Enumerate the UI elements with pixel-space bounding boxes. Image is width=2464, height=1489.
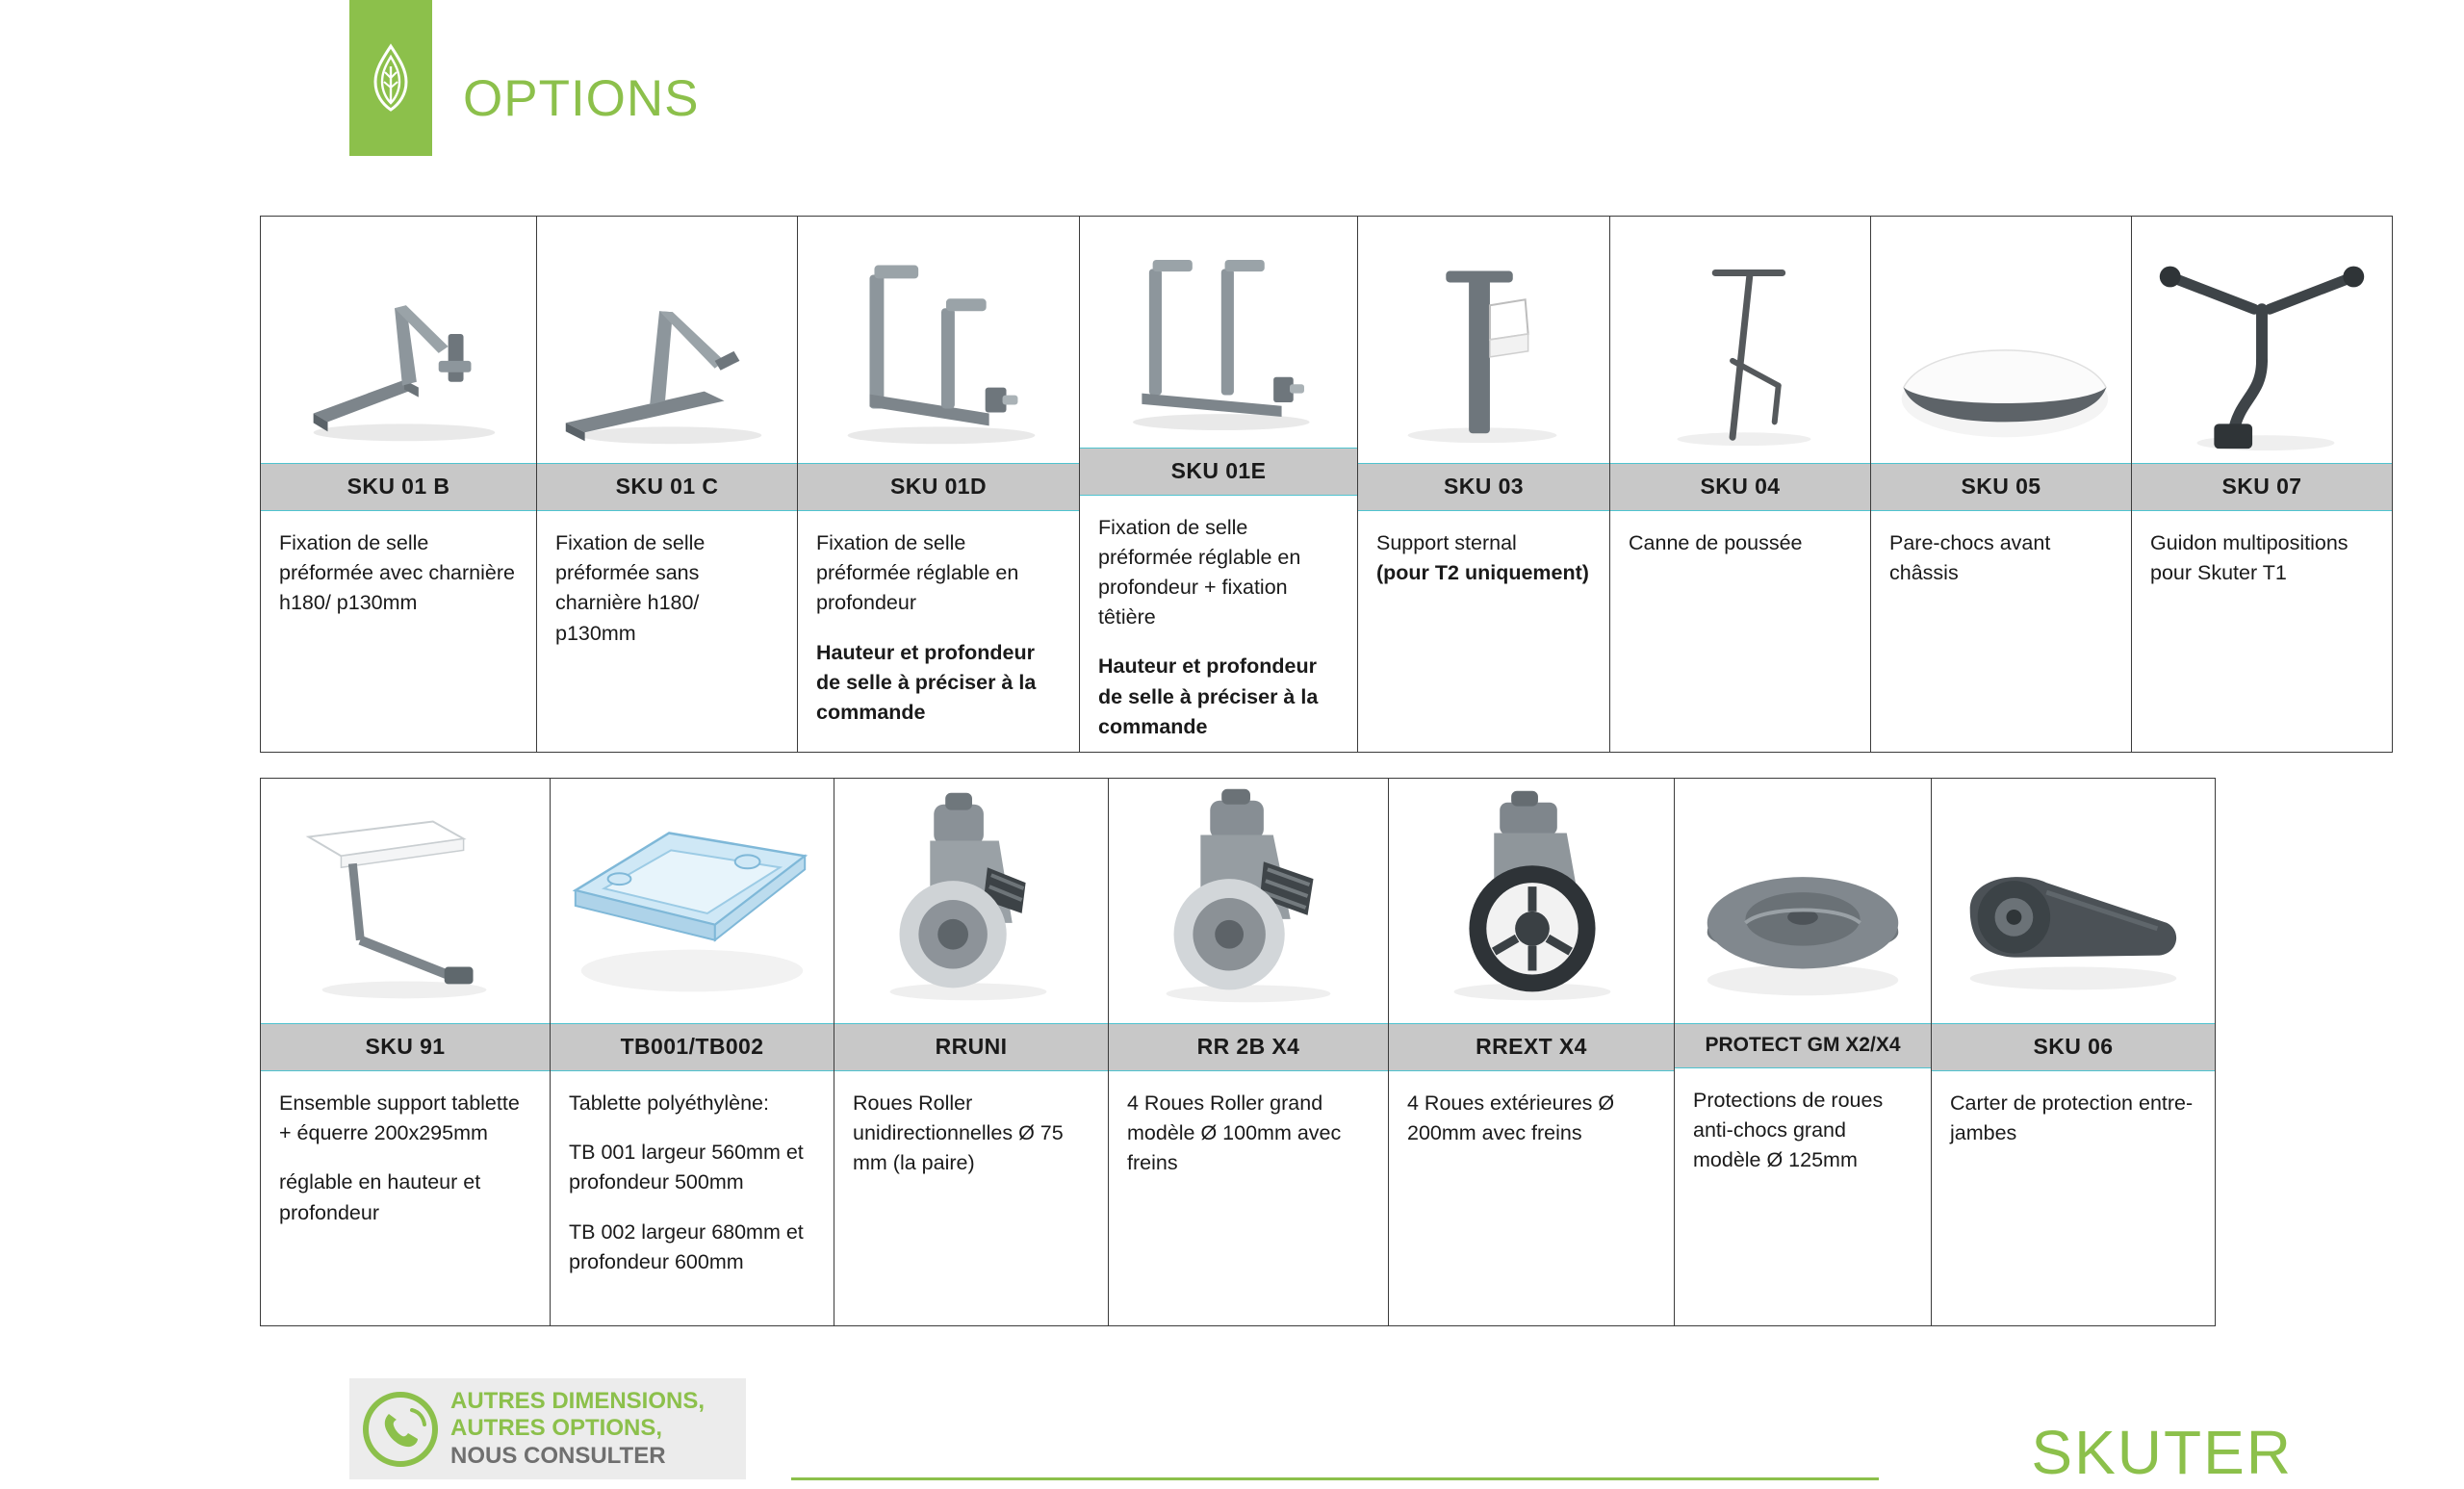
card-paragraph: 4 Roues extérieures Ø 200mm avec freins — [1407, 1091, 1615, 1145]
option-card[interactable] — [1609, 216, 1871, 753]
option-card[interactable] — [1357, 216, 1610, 753]
card-sku-label: SKU 01 C — [537, 463, 797, 511]
card-description — [2132, 511, 2392, 752]
card-sku-label: RREXT X4 — [1389, 1023, 1674, 1071]
contact-line-3: NOUS CONSULTER — [450, 1442, 666, 1469]
card-description — [1389, 1071, 1674, 1325]
card-paragraph: Guidon multipositions pour Skuter T1 — [2150, 531, 2348, 585]
card-description — [1932, 1071, 2215, 1325]
option-card[interactable] — [536, 216, 798, 753]
card-paragraph: Canne de poussée — [1629, 531, 1803, 554]
card-paragraph: Fixation de selle préformée réglable en profondeur — [816, 531, 1019, 615]
card-paragraph: Fixation de selle préformée réglable en profondeur + fixation têtière — [1098, 515, 1301, 629]
sternal-support-icon — [1358, 217, 1609, 463]
logo-block — [349, 0, 432, 156]
card-description — [551, 1071, 834, 1325]
option-card[interactable] — [797, 216, 1080, 753]
card-paragraph: (pour T2 uniquement) — [1376, 561, 1589, 585]
leg-guard-icon — [1932, 779, 2215, 1023]
card-paragraph: réglable en hauteur et profondeur — [279, 1170, 481, 1224]
exterior-wheel-icon — [1389, 779, 1674, 1023]
option-card[interactable] — [2131, 216, 2393, 753]
card-paragraph: Fixation de selle préformée sans charnière h180/ p130mm — [555, 531, 706, 645]
card-sku-label: SKU 04 — [1610, 463, 1870, 511]
contact-badge-text — [450, 1388, 705, 1470]
option-card[interactable] — [1388, 778, 1675, 1326]
contact-badge[interactable] — [349, 1378, 746, 1479]
card-paragraph: Hauteur et profondeur de selle à préciser à la commande — [816, 640, 1037, 724]
card-description — [1675, 1068, 1931, 1325]
footer-divider — [791, 1477, 1879, 1480]
leaf-logo-icon — [366, 43, 416, 113]
card-sku-label: SKU 05 — [1871, 463, 2131, 511]
card-paragraph: Protections de roues anti-chocs grand modèle Ø 125mm — [1693, 1089, 1884, 1172]
multiposition-handlebar-icon — [2132, 217, 2392, 463]
card-paragraph: TB 001 largeur 560mm et profondeur 500mm — [569, 1141, 804, 1194]
card-sku-label: SKU 01E — [1080, 448, 1357, 496]
contact-line-2: AUTRES OPTIONS, — [450, 1415, 663, 1442]
card-description — [261, 1071, 550, 1325]
card-description — [537, 511, 797, 752]
card-paragraph: 4 Roues Roller grand modèle Ø 100mm avec freins — [1127, 1091, 1342, 1175]
phone-circle-icon — [362, 1391, 439, 1468]
card-paragraph: Support sternal — [1376, 531, 1517, 554]
card-sku-label: RRUNI — [834, 1023, 1108, 1071]
card-description — [834, 1071, 1108, 1325]
saddle-mount-headrest-icon — [1080, 217, 1357, 448]
card-sku-label: SKU 03 — [1358, 463, 1609, 511]
roller-wheel-brake-icon — [1109, 779, 1388, 1023]
option-card[interactable] — [1108, 778, 1389, 1326]
option-card[interactable] — [550, 778, 834, 1326]
tray-bracket-icon — [261, 779, 550, 1023]
page-title: OPTIONS — [463, 70, 700, 127]
page-header — [0, 0, 700, 156]
card-sku-label: SKU 07 — [2132, 463, 2392, 511]
option-card[interactable] — [1870, 216, 2132, 753]
card-paragraph: Ensemble support tablette + équerre 200x295mm — [279, 1091, 520, 1145]
card-sku-label: RR 2B X4 — [1109, 1023, 1388, 1071]
front-bumper-icon — [1871, 217, 2131, 463]
options-grid-top — [260, 216, 2392, 753]
push-handle-icon — [1610, 217, 1870, 463]
card-paragraph: Roues Roller unidirectionnelles Ø 75 mm (la paire) — [853, 1091, 1064, 1175]
saddle-mount-adjustable-icon — [798, 217, 1079, 463]
card-sku-label: SKU 01D — [798, 463, 1079, 511]
card-sku-label: SKU 91 — [261, 1023, 550, 1071]
wheel-protection-disc-icon — [1675, 779, 1931, 1023]
card-sku-label: SKU 01 B — [261, 463, 536, 511]
card-description — [1080, 496, 1357, 752]
card-paragraph: Carter de protection entre-jambes — [1950, 1091, 2194, 1145]
card-description — [1109, 1071, 1388, 1325]
option-card[interactable] — [1931, 778, 2216, 1326]
card-paragraph: Fixation de selle préformée avec charnière h180/ p130mm — [279, 531, 515, 615]
card-sku-label: SKU 06 — [1932, 1023, 2215, 1071]
saddle-mount-nohinge-icon — [537, 217, 797, 463]
option-card[interactable] — [1079, 216, 1358, 753]
card-description — [1871, 511, 2131, 752]
card-description — [1358, 511, 1609, 752]
option-card[interactable] — [1674, 778, 1932, 1326]
card-sku-label: TB001/TB002 — [551, 1023, 834, 1071]
card-sku-label: PROTECT GM X2/X4 — [1675, 1023, 1931, 1068]
card-description — [798, 511, 1079, 752]
card-description — [1610, 511, 1870, 752]
options-grid-bottom — [260, 778, 2215, 1326]
contact-line-1: AUTRES DIMENSIONS, — [450, 1388, 706, 1415]
option-card[interactable] — [260, 216, 537, 753]
option-card[interactable] — [260, 778, 551, 1326]
card-description — [261, 511, 536, 752]
saddle-mount-hinged-icon — [261, 217, 536, 463]
brand-name: SKUTER — [2031, 1418, 2293, 1487]
polyethylene-tray-icon — [551, 779, 834, 1023]
unidirectional-roller-wheel-icon — [834, 779, 1108, 1023]
card-paragraph: Tablette polyéthylène: — [569, 1091, 769, 1115]
card-paragraph: Hauteur et profondeur de selle à préciser à la commande — [1098, 655, 1319, 738]
card-paragraph: Pare-chocs avant châssis — [1889, 531, 2051, 585]
option-card[interactable] — [834, 778, 1109, 1326]
card-paragraph: TB 002 largeur 680mm et profondeur 600mm — [569, 1219, 804, 1273]
